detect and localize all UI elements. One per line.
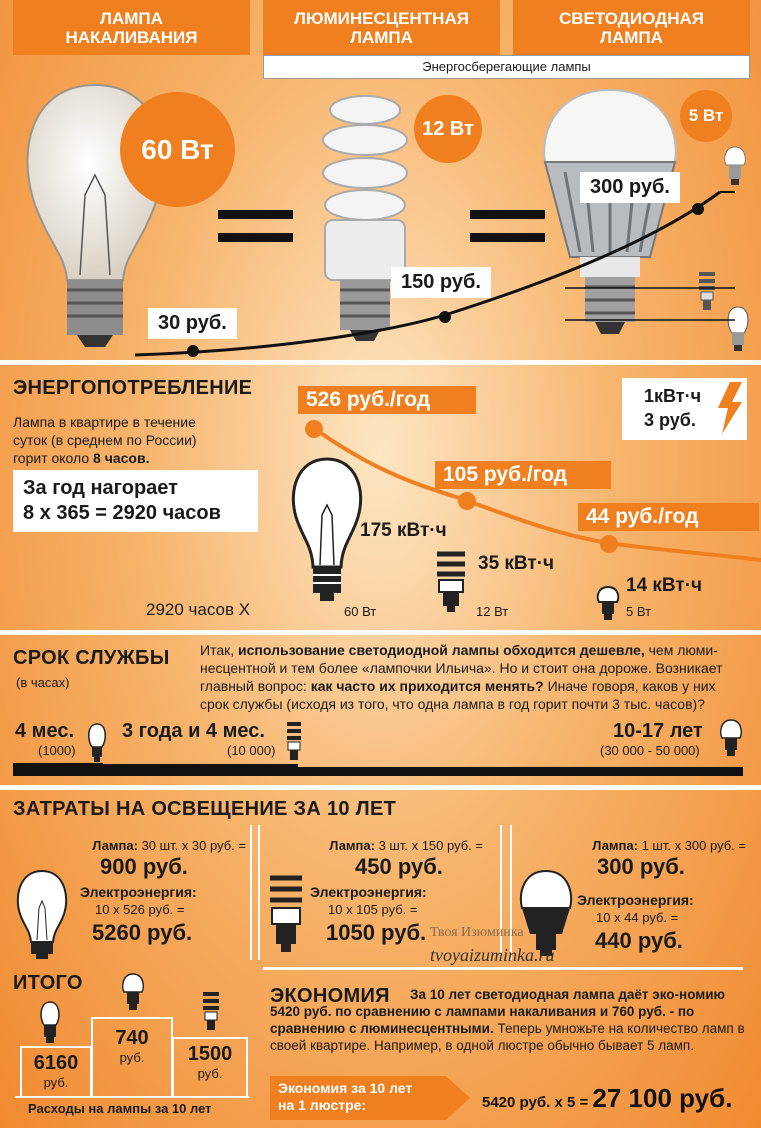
inc-lamp-calc: Лампа: 30 шт. х 30 руб. = bbox=[92, 838, 246, 853]
watt-12: 12 Вт bbox=[476, 604, 509, 619]
kwh-fluorescent: 35 кВт·ч bbox=[478, 553, 555, 574]
watt-5: 5 Вт bbox=[626, 604, 652, 619]
curve-dot-incandescent bbox=[305, 420, 323, 438]
life-flu-term: 3 года и 4 мес. bbox=[122, 720, 265, 742]
life-led-hours: (30 000 - 50 000) bbox=[600, 743, 700, 758]
inc-energy-label: Электроэнергия: bbox=[80, 884, 197, 900]
energy-title: ЭНЕРГОПОТРЕБЛЕНИЕ bbox=[13, 377, 253, 399]
divider-3 bbox=[0, 785, 761, 790]
year-hours-box: За год нагорает 8 х 365 = 2920 часов bbox=[13, 470, 258, 532]
total-incandescent-bulb-icon bbox=[38, 1000, 62, 1046]
inc-energy-calc: 10 х 526 руб. = bbox=[95, 902, 185, 917]
cost-incandescent-bulb-icon bbox=[12, 868, 72, 960]
divider-2 bbox=[0, 630, 761, 635]
led-lamp-calc: Лампа: 1 шт. х 300 руб. = bbox=[592, 838, 746, 853]
flu-energy-calc: 10 х 105 руб. = bbox=[328, 902, 418, 917]
led-energy-total: 440 руб. bbox=[595, 928, 683, 953]
life-led-bulb-icon bbox=[718, 718, 744, 762]
energy-saving-label: Энергосберегающие лампы bbox=[263, 55, 750, 79]
energy-text: Лампа в квартире в течение суток (в среднем по России) горит около 8 часов. bbox=[13, 414, 197, 466]
energy-incandescent-bulb-icon bbox=[288, 455, 366, 605]
cost-fluorescent: 105 руб./год bbox=[435, 461, 611, 489]
total-bar-fluorescent: 1500 руб. bbox=[172, 1037, 248, 1098]
life-text: Итак, использование светодиодной лампы обходится дешевле, чем люми-несцентной и тем более «лампочки Ильича». Но и стоит она дороже. Возникает главный вопрос: как часто их приходится менять? Иначе говоря, каков у них срок службы (исходя из того, что одна лампа в год горит почти 3 тыс. часов)? bbox=[200, 642, 723, 712]
led-energy-calc: 10 х 44 руб. = bbox=[596, 910, 679, 925]
flu-lamp-calc: Лампа: 3 шт. х 150 руб. = bbox=[329, 838, 483, 853]
total-bar-incandescent: 6160 руб. bbox=[20, 1046, 92, 1098]
divider-1 bbox=[0, 360, 761, 365]
watt-60: 60 Вт bbox=[344, 604, 377, 619]
price-fluorescent: 150 руб. bbox=[391, 267, 491, 298]
life-fluorescent-bulb-icon bbox=[284, 720, 304, 764]
divider-4 bbox=[263, 967, 743, 970]
watt-badge-incandescent: 60 Вт bbox=[120, 92, 235, 207]
economy-text: За 10 лет светодиодная лампа даёт эко-номию 5420 руб. по сравнению с лампами накаливания и 760 руб. - по сравнению с люминесцентными. Теперь умножьте на количество ламп в своей квартире. Например, в одной люстре обычно бывает 5 ламп. bbox=[270, 987, 745, 1053]
energy-fluorescent-bulb-icon bbox=[433, 548, 469, 614]
header-led: СВЕТОДИОДНАЯ ЛАМПА bbox=[513, 0, 750, 55]
costs-title: ЗАТРАТЫ НА ОСВЕЩЕНИЕ ЗА 10 ЛЕТ bbox=[13, 798, 397, 820]
kwh-incandescent: 175 кВт·ч bbox=[360, 520, 447, 541]
total-caption: Расходы на лампы за 10 лет bbox=[28, 1101, 212, 1116]
total-led-bulb-icon bbox=[120, 972, 146, 1016]
kwh-led: 14 кВт·ч bbox=[626, 575, 703, 596]
life-timeline-step-1 bbox=[13, 763, 103, 767]
watermark-url: tvoyaizuminka.ru bbox=[430, 945, 555, 965]
consumption-curve bbox=[300, 415, 761, 565]
life-flu-hours: (10 000) bbox=[227, 743, 276, 758]
hours-multiplier: 2920 часов Х bbox=[146, 600, 251, 619]
rate-box: 1кВт·ч 3 руб. bbox=[622, 378, 747, 440]
economy-label: Экономия за 10 лет на 1 люстре: bbox=[278, 1080, 413, 1113]
life-inc-hours: (1000) bbox=[38, 743, 76, 758]
cost-incandescent: 526 руб./год bbox=[298, 386, 476, 414]
cost-fluorescent-bulb-icon bbox=[266, 872, 306, 957]
curve-dot-fluorescent bbox=[458, 492, 476, 510]
total-title: ИТОГО bbox=[13, 972, 83, 994]
economy-title: ЭКОНОМИЯ bbox=[270, 985, 390, 1007]
price-incandescent: 30 руб. bbox=[148, 308, 237, 339]
watermark-title: Твоя Изюминка bbox=[430, 925, 524, 940]
flu-energy-total: 1050 руб. bbox=[326, 920, 427, 945]
life-incandescent-bulb-icon bbox=[86, 722, 108, 766]
header-incandescent: ЛАМПА НАКАЛИВАНИЯ bbox=[13, 0, 250, 55]
life-subtitle: (в часах) bbox=[16, 675, 70, 690]
life-timeline bbox=[13, 767, 743, 776]
total-baseline bbox=[15, 1096, 249, 1098]
life-led-term: 10-17 лет bbox=[613, 720, 703, 742]
economy-result: 27 100 руб. bbox=[592, 1083, 733, 1113]
curve-dot-led bbox=[600, 535, 618, 553]
flu-energy-label: Электроэнергия: bbox=[310, 884, 427, 900]
economy-result-line: 5420 руб. х 5 = 27 100 руб. bbox=[482, 1083, 733, 1113]
led-lamp-total: 300 руб. bbox=[597, 854, 685, 879]
watt-badge-led: 5 Вт bbox=[680, 90, 732, 142]
cost-led: 44 руб./год bbox=[578, 503, 759, 531]
life-inc-term: 4 мес. bbox=[15, 720, 75, 742]
total-bar-led: 740 руб. bbox=[91, 1017, 173, 1098]
energy-led-bulb-icon bbox=[595, 585, 621, 623]
life-title: СРОК СЛУЖБЫ bbox=[13, 647, 170, 669]
led-energy-label: Электроэнергия: bbox=[577, 892, 694, 908]
inc-energy-total: 5260 руб. bbox=[92, 920, 193, 945]
price-led: 300 руб. bbox=[580, 172, 680, 203]
watt-badge-fluorescent: 12 Вт bbox=[414, 95, 482, 163]
header-fluorescent: ЛЮМИНЕСЦЕНТНАЯ ЛАМПА bbox=[263, 0, 500, 55]
life-timeline-step-2 bbox=[103, 764, 298, 767]
inc-lamp-total: 900 руб. bbox=[100, 854, 188, 879]
flu-lamp-total: 450 руб. bbox=[355, 854, 443, 879]
total-fluorescent-bulb-icon bbox=[200, 990, 222, 1034]
